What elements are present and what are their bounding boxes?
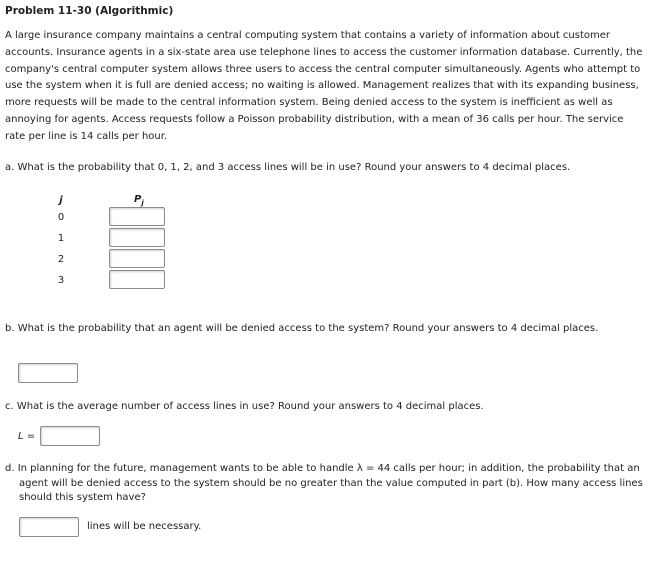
lines-needed-input[interactable] xyxy=(19,517,79,537)
lines-needed-suffix: lines will be necessary. xyxy=(87,521,202,532)
part-a-question: a. What is the probability that 0, 1, 2, and 3 access lines will be in use? Round your answers to 4 decimal places. xyxy=(5,162,571,173)
row-j-2: 2 xyxy=(57,254,65,265)
part-d-question xyxy=(5,462,645,506)
part-b-question xyxy=(5,322,645,337)
pj-input-3[interactable] xyxy=(109,270,165,289)
part-d-text: d. In planning for the future, management wants to be able to handle λ = 44 calls per hour; in addition, the probability that an agent will be denied access to the system should be no greater than the value computed in part (b). How many access lines should this system have? xyxy=(5,463,643,503)
col-header-p-sub: j xyxy=(141,199,144,207)
part-c-question: c. What is the average number of access lines in use? Round your answers to 4 decimal places. xyxy=(5,401,484,412)
problem-intro: A large insurance company maintains a central computing system that contains a variety of information about customer accounts. Insurance agents in a six-state area use telephone lines to access the customer information database. Currently, the company's central computer system allows three users to access the central computer simultaneously. Agents who attempt to use the system when it is full are denied access; no waiting is allowed. Management realizes that with its expanding business, more requests will be made to the central information system. Being denied access to the system is inefficient as well as annoying for agents. Access requests follow a Poisson probability distribution, with a mean of 36 calls per hour. The service rate per line is 14 calls per hour. xyxy=(5,30,643,142)
pj-input-0[interactable] xyxy=(109,207,165,226)
problem-title: Problem 11-30 (Algorithmic) xyxy=(5,5,174,17)
part-b-text: b. What is the probability that an agent will be denied access to the system? Round your answers to 4 decimal places. xyxy=(5,323,599,334)
row-j-1: 1 xyxy=(57,233,65,244)
pj-input-2[interactable] xyxy=(109,249,165,268)
col-header-j: j xyxy=(59,195,63,206)
row-j-0: 0 xyxy=(57,212,65,223)
col-header-pj xyxy=(134,194,144,207)
l-label: L = xyxy=(18,431,36,442)
denied-probability-input[interactable] xyxy=(18,363,78,383)
col-header-p: P xyxy=(134,194,142,205)
average-lines-input[interactable] xyxy=(40,426,100,446)
row-j-3: 3 xyxy=(57,275,65,286)
pj-input-1[interactable] xyxy=(109,228,165,247)
